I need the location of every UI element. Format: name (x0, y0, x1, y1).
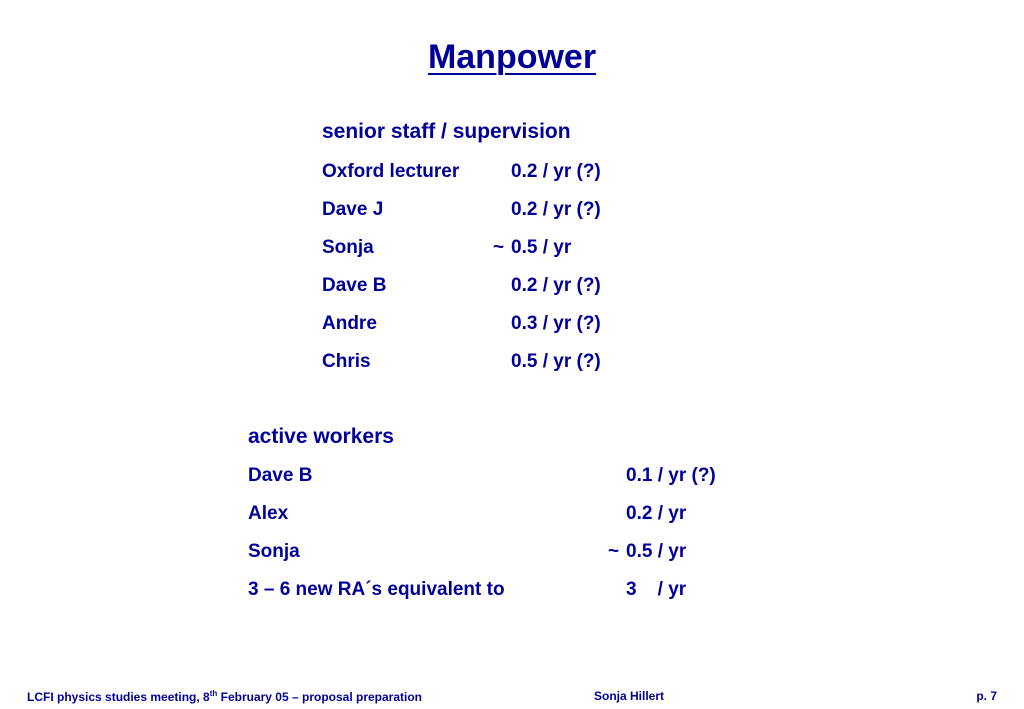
footer-meeting-suffix: February 05 – proposal preparation (217, 690, 423, 704)
footer-meeting-info (27, 689, 422, 704)
senior-name: Andre (322, 313, 377, 334)
active-workers-heading: active workers (248, 425, 394, 448)
slide-title: Manpower (427, 38, 597, 76)
senior-staff-heading: senior staff / supervision (322, 120, 571, 143)
active-value: 0.2 / yr (626, 503, 687, 524)
active-name: 3 – 6 new RA´s equivalent to (248, 579, 505, 600)
senior-value: 0.5 / yr (511, 237, 572, 258)
senior-value: 0.3 / yr (?) (511, 313, 601, 334)
senior-name: Chris (322, 351, 371, 372)
senior-name: Dave J (322, 199, 384, 220)
active-name: Sonja (248, 541, 300, 562)
senior-value: 0.5 / yr (?) (511, 351, 601, 372)
footer-page-number: p. 7 (976, 689, 997, 703)
senior-value: 0.2 / yr (?) (511, 161, 601, 182)
approx-symbol: ~ (608, 541, 620, 562)
senior-name: Sonja (322, 237, 374, 258)
active-name: Alex (248, 503, 289, 524)
footer-meeting-prefix: LCFI physics studies meeting, 8 (27, 690, 210, 704)
senior-name: Oxford lecturer (322, 161, 460, 182)
active-value: 0.5 / yr (626, 541, 687, 562)
active-value: 0.1 / yr (?) (626, 465, 716, 486)
active-name: Dave B (248, 465, 313, 486)
active-value: 3 / yr (626, 579, 687, 600)
footer-meeting-sup: th (209, 689, 218, 698)
senior-value: 0.2 / yr (?) (511, 275, 601, 296)
senior-value: 0.2 / yr (?) (511, 199, 601, 220)
footer-author: Sonja Hillert (594, 689, 665, 703)
senior-name: Dave B (322, 275, 387, 296)
approx-symbol: ~ (493, 237, 505, 258)
